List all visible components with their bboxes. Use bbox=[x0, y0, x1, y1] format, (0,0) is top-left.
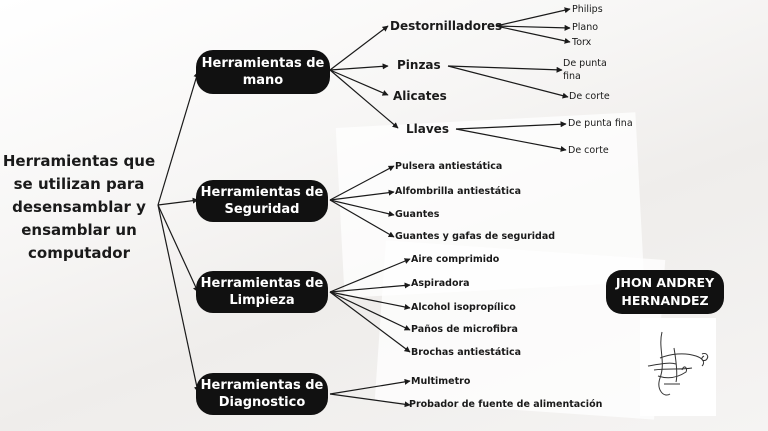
connector-arrow bbox=[496, 26, 570, 42]
subitem-plano: Plano bbox=[572, 22, 599, 33]
item-alicates: Alicates bbox=[393, 89, 447, 103]
connector-arrow bbox=[456, 124, 566, 129]
item-panos: Paños de microfibra bbox=[411, 324, 518, 335]
connector-arrow bbox=[330, 292, 410, 308]
connector-arrow bbox=[158, 200, 198, 205]
item-aire: Aire comprimido bbox=[411, 254, 500, 265]
signature-image bbox=[640, 318, 716, 416]
item-aspiradora: Aspiradora bbox=[411, 278, 470, 289]
root-topic: Herramientas que se utilizan para desensamblar y ensamblar un computador bbox=[2, 152, 156, 262]
connector-arrow bbox=[330, 259, 410, 292]
item-llaves: Llaves bbox=[406, 122, 449, 136]
connector-arrow bbox=[448, 66, 562, 70]
connector-arrow bbox=[330, 292, 410, 352]
subitem-llaves-corte: De corte bbox=[568, 145, 609, 156]
subitem-pinzas-corte: De corte bbox=[569, 91, 610, 102]
connector-arrow bbox=[330, 166, 394, 200]
subitem-pinzas-punta-fina: De punta fina bbox=[563, 58, 607, 82]
subitem-philips: Philips bbox=[572, 4, 603, 15]
item-multimetro: Multimetro bbox=[411, 376, 471, 387]
connector-arrow bbox=[330, 292, 410, 330]
connector-arrow bbox=[158, 72, 198, 205]
connector-arrow bbox=[496, 9, 570, 26]
connector-arrow bbox=[158, 205, 198, 292]
category-diagnostic-tools: Herramientas de Diagnostico bbox=[196, 373, 328, 415]
connector-arrow bbox=[330, 192, 394, 200]
connector-arrow bbox=[330, 394, 410, 405]
connector-arrow bbox=[330, 200, 394, 237]
connector-arrow bbox=[330, 381, 410, 394]
item-destornilladores: Destornilladores bbox=[390, 19, 503, 33]
item-guantes-gafas: Guantes y gafas de seguridad bbox=[395, 231, 556, 242]
connector-arrow bbox=[330, 70, 388, 95]
connector-arrow bbox=[496, 26, 570, 28]
item-brochas: Brochas antiestática bbox=[411, 347, 522, 358]
item-pulsera: Pulsera antiestática bbox=[395, 161, 503, 172]
subitem-llaves-punta-fina: De punta fina bbox=[568, 118, 633, 129]
connector-arrow bbox=[330, 200, 394, 215]
item-probador: Probador de fuente de alimentación bbox=[409, 399, 603, 410]
category-hand-tools: Herramientas de mano bbox=[196, 50, 330, 94]
item-guantes: Guantes bbox=[395, 209, 440, 220]
connector-arrow bbox=[330, 285, 410, 292]
connector-arrow bbox=[158, 205, 198, 392]
item-pinzas: Pinzas bbox=[397, 58, 441, 72]
item-alfombrilla: Alfombrilla antiestática bbox=[395, 186, 522, 197]
category-safety-tools: Herramientas de Seguridad bbox=[196, 180, 328, 222]
connector-arrow bbox=[456, 129, 566, 150]
connector-arrow bbox=[330, 66, 388, 70]
item-alcohol: Alcohol isopropílico bbox=[411, 302, 516, 313]
signature-icon bbox=[640, 318, 716, 416]
category-cleaning-tools: Herramientas de Limpieza bbox=[196, 271, 328, 313]
subitem-torx: Torx bbox=[572, 37, 592, 48]
connector-arrow bbox=[330, 70, 398, 128]
connector-arrow bbox=[330, 26, 388, 70]
connector-arrow bbox=[448, 66, 568, 97]
author-name-badge: JHON ANDREY HERNANDEZ bbox=[606, 270, 724, 314]
